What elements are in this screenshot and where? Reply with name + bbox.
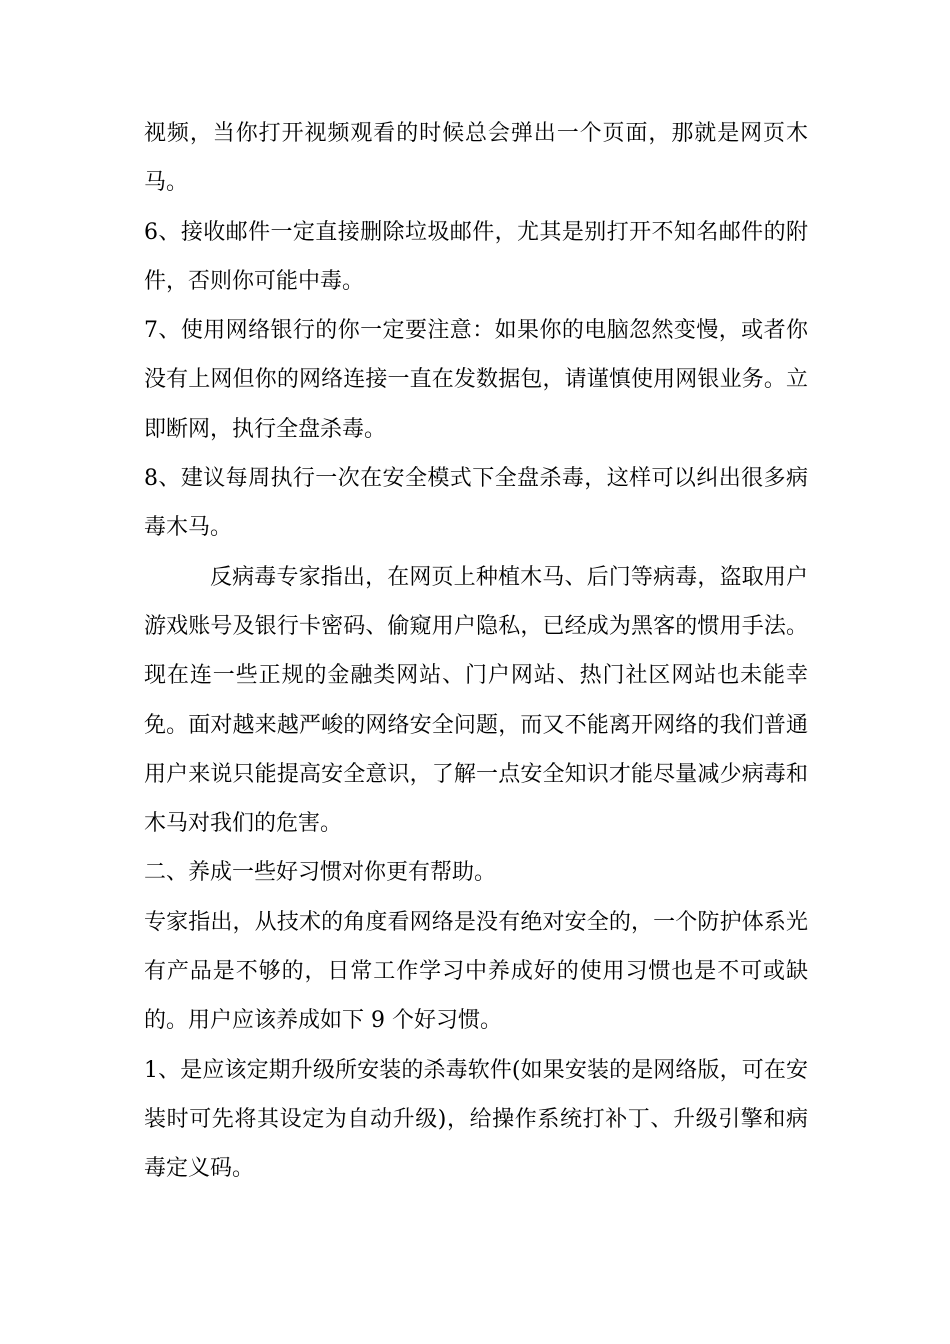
section-heading-good-habits: 二、养成一些好习惯对你更有帮助。: [144, 860, 497, 886]
paragraph-tip-7-online-banking: 7、使用网络银行的你一定要注意：如果你的电脑忽然变慢，或者你没有上网但你的网络连接一直在发数据包，请谨慎使用网银业务。立即断网，执行全盘杀毒。: [144, 318, 808, 442]
document-page: [144, 109, 808, 1194]
paragraph-tip-6-email: 6、接收邮件一定直接删除垃圾邮件，尤其是别打开不知名邮件的附件，否则你可能中毒。: [144, 219, 808, 294]
paragraph-expert-habits-intro: 专家指出，从技术的角度看网络是没有绝对安全的，一个防护体系光有产品是不够的，日常工作学习中养成好的使用习惯也是不可或缺的。用户应该养成如下 9 个好习惯。: [144, 909, 808, 1034]
paragraph-expert-warning: 反病毒专家指出，在网页上种植木马、后门等病毒，盗取用户游戏账号及银行卡密码、偷窥用户隐私，已经成为黑客的惯用手法。现在连一些正规的金融类网站、门户网站、热门社区网站也未能幸免。面对越来越严峻的网络安全问题，而又不能离开网络的我们普通用户来说只能提高安全意识，了解一点安全知识才能尽量减少病毒和木马对我们的危害。: [144, 564, 808, 837]
paragraph-tip-8-safe-mode-scan: 8、建议每周执行一次在安全模式下全盘杀毒，这样可以纠出很多病毒木马。: [144, 466, 808, 541]
paragraph-video-trojan: 视频，当你打开视频观看的时候总会弹出一个页面，那就是网页木马。: [144, 121, 808, 196]
paragraph-habit-1-update-antivirus: 1、是应该定期升级所安装的杀毒软件(如果安装的是网络版，可在安装时可先将其设定为自动升级)，给操作系统打补丁、升级引擎和病毒定义码。: [144, 1057, 808, 1182]
